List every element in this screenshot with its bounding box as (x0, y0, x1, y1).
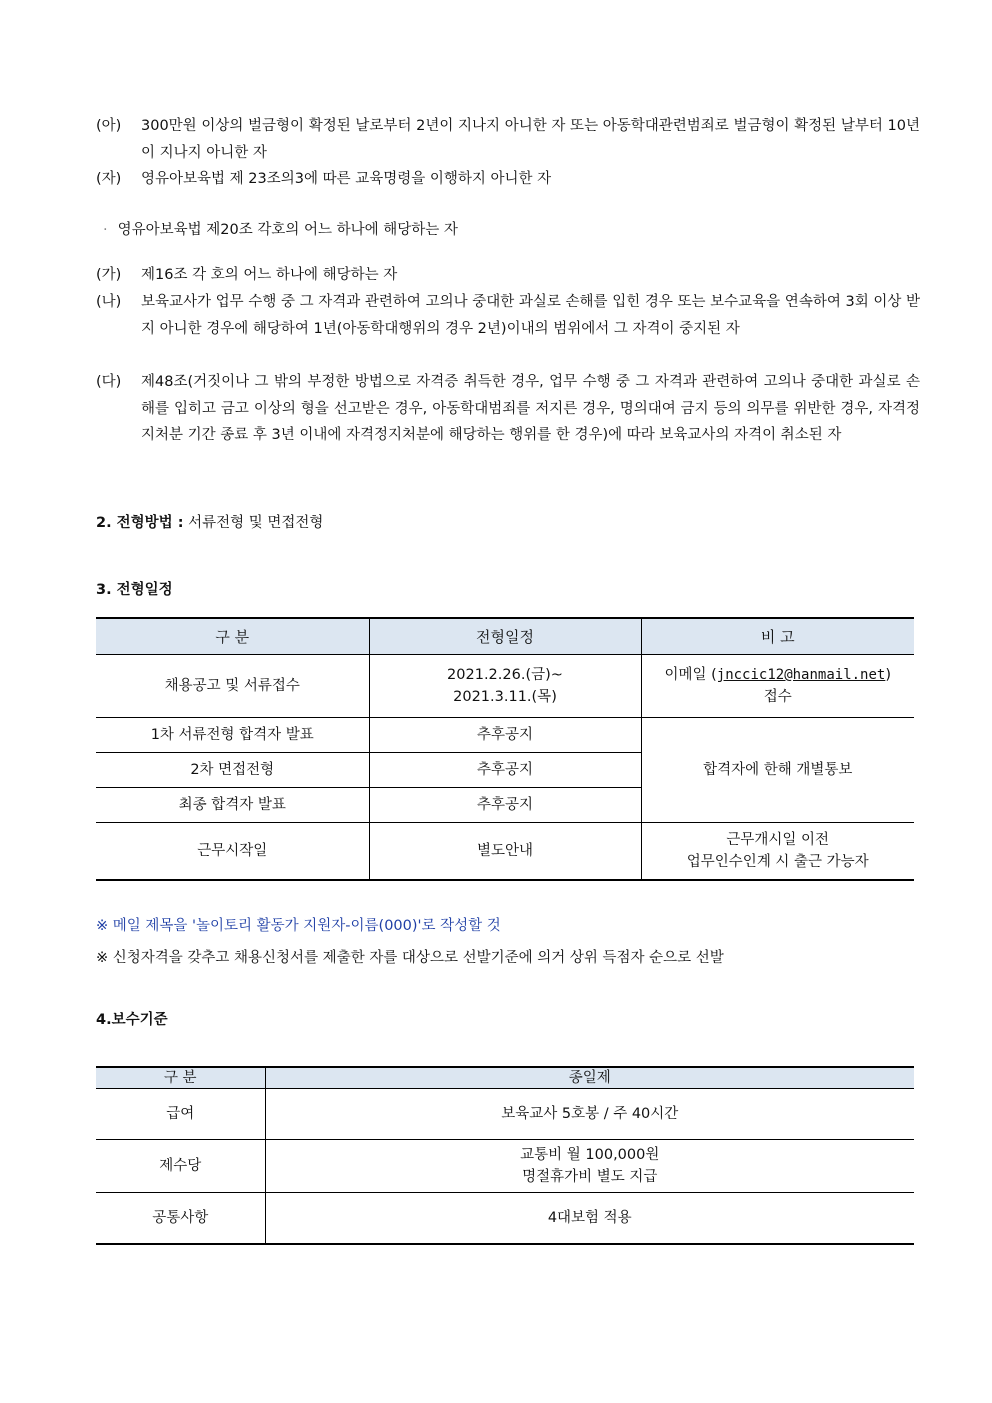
header-fulltime: 종일제 (265, 1067, 914, 1089)
bullet-dot: · (103, 222, 108, 238)
pay-table (96, 1066, 914, 1245)
row-category: 공통사항 (96, 1193, 265, 1245)
section-2-heading (96, 511, 323, 535)
table-row (96, 655, 914, 718)
article20-item-ga (96, 262, 920, 289)
row-schedule: 추후공지 (369, 753, 641, 788)
schedule-table (96, 617, 914, 881)
section-2-value: 서류전형 및 면접전형 (188, 515, 324, 531)
schedule-end: 2021.3.11.(목) (453, 689, 557, 705)
article20-title (103, 217, 458, 243)
article20-item-na (96, 289, 920, 342)
row-schedule (369, 655, 641, 718)
section-4-title: 4.보수기준 (96, 1012, 168, 1028)
table-header-row (96, 1067, 914, 1089)
table-row (96, 1089, 914, 1140)
note-mail-subject: ※ 메일 제목을 '놀이토리 활동가 지원자-이름(000)'로 작성할 것 (96, 918, 501, 934)
item-marker: (자) (96, 171, 122, 187)
note-prefix: 이메일 ( (664, 667, 717, 683)
email-link[interactable]: jnccic12@hanmail.net (716, 667, 886, 683)
table-row (96, 718, 914, 753)
row-category: 1차 서류전형 합격자 발표 (96, 718, 369, 753)
item-marker: (나) (96, 294, 122, 310)
item-text: 300만원 이상의 벌금형이 확정된 날로부터 2년이 지나지 아니한 자 또는 아동학대관련범죄로 벌금형이 확정된 날부터 10년이 지나지 아니한 자 (141, 118, 920, 161)
disqualify-item-a (96, 113, 920, 166)
article20-item-da (96, 369, 920, 449)
section-3-heading (96, 578, 173, 602)
row-value: 보육교사 5호봉 / 주 40시간 (265, 1089, 914, 1140)
row-category: 급여 (96, 1089, 265, 1140)
item-marker: (다) (96, 374, 122, 390)
article20-title-text: 영유아보육법 제20조 각호의 어느 하나에 해당하는 자 (117, 222, 458, 238)
item-marker: (아) (96, 118, 122, 134)
row-note (641, 655, 914, 718)
item-text: 보육교사가 업무 수행 중 그 자격과 관련하여 고의나 중대한 과실로 손해를 입힌 경우 또는 보수교육을 연속하여 3회 이상 받지 아니한 경우에 해당하여 1년(아동학대행위의 경우 2년)이내의 범위에서 그 자격이 중지된 자 (141, 294, 920, 337)
value-line-1: 교통비 월 100,000원 (520, 1147, 660, 1163)
row-schedule: 별도안내 (369, 823, 641, 881)
note-selection: ※ 신청자격을 갖추고 채용신청서를 제출한 자를 대상으로 선발기준에 의거 상위 득점자 순으로 선발 (96, 950, 724, 966)
section-2-label: 2. 전형방법 : (96, 515, 184, 531)
table-row (96, 1193, 914, 1245)
schedule-start: 2021.2.26.(금)~ (447, 667, 563, 683)
row-category: 2차 면접전형 (96, 753, 369, 788)
note-line-2: 접수 (763, 689, 792, 705)
item-text: 제16조 각 호의 어느 하나에 해당하는 자 (141, 267, 398, 283)
section-4-heading (96, 1008, 168, 1032)
table-row (96, 823, 914, 881)
item-marker: (가) (96, 267, 122, 283)
note-suffix: ) (885, 667, 892, 683)
section-3-title: 3. 전형일정 (96, 582, 173, 598)
header-schedule: 전형일정 (369, 618, 641, 655)
row-schedule: 추후공지 (369, 788, 641, 823)
note-line-1: 근무개시일 이전 (726, 832, 830, 848)
disqualify-item-ja (96, 166, 920, 193)
item-text: 제48조(거짓이나 그 밖의 부정한 방법으로 자격증 취득한 경우, 업무 수행 중 그 자격과 관련하여 고의나 중대한 과실로 손해를 입히고 금고 이상의 형을 선고받은 경우, 아동학대범죄를 저지른 경우, 명의대여 금지 등의 의무를 위반한 경우, 자격정지처분 기간 종료 후 3년 이내에 자격정지처분에 해당하는 행위를 한 경우)에 따라 보육교사의 자격이 취소된 자 (141, 374, 920, 443)
row-schedule: 추후공지 (369, 718, 641, 753)
header-category: 구 분 (96, 618, 369, 655)
header-category: 구 분 (96, 1067, 265, 1089)
row-category: 제수당 (96, 1140, 265, 1193)
row-value: 4대보험 적용 (265, 1193, 914, 1245)
row-value (265, 1140, 914, 1193)
item-text: 영유아보육법 제 23조의3에 따른 교육명령을 이행하지 아니한 자 (141, 171, 552, 187)
header-note: 비 고 (641, 618, 914, 655)
merged-note: 합격자에 한해 개별통보 (641, 718, 914, 823)
row-category: 최종 합격자 발표 (96, 788, 369, 823)
row-note (641, 823, 914, 881)
table-row (96, 1140, 914, 1193)
row-category: 근무시작일 (96, 823, 369, 881)
table-header-row (96, 618, 914, 655)
row-category: 채용공고 및 서류접수 (96, 655, 369, 718)
note-line-2: 업무인수인계 시 출근 가능자 (686, 854, 869, 870)
value-line-2: 명절휴가비 별도 지급 (522, 1169, 658, 1185)
